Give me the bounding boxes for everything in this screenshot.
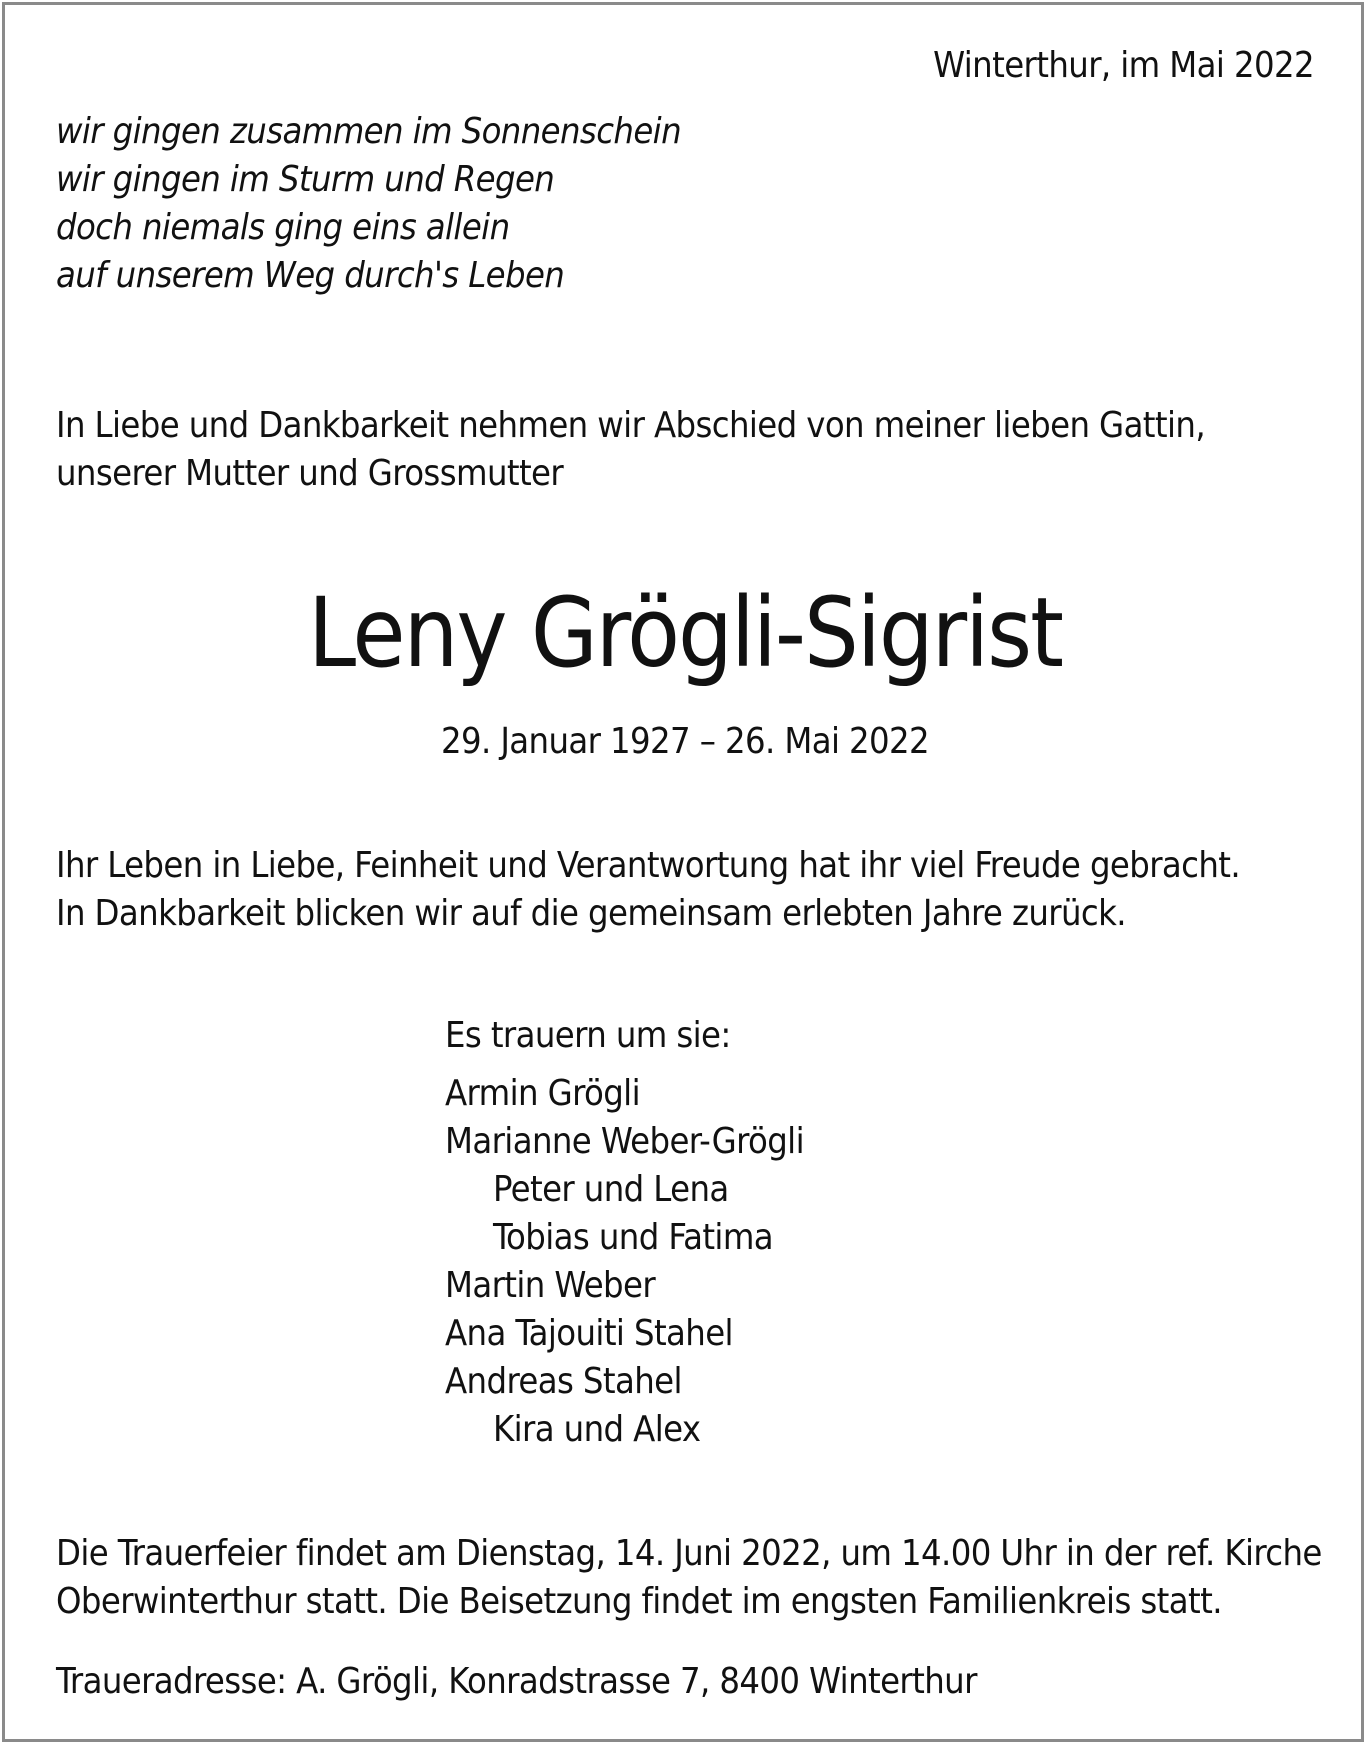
mourners-heading: Es trauern um sie: (445, 1015, 731, 1056)
service-line: Die Trauerfeier findet am Dienstag, 14. Juni 2022, um 14.00 Uhr in der ref. Kirche (56, 1533, 1322, 1574)
service-line: Oberwinterthur statt. Die Beisetzung findet im engsten Familienkreis statt. (56, 1581, 1222, 1622)
intro-line: In Liebe und Dankbarkeit nehmen wir Abschied von meiner lieben Gattin, (56, 405, 1206, 446)
life-line: In Dankbarkeit blicken wir auf die gemeinsam erlebten Jahre zurück. (56, 893, 1126, 934)
mourner-name: Martin Weber (445, 1265, 656, 1306)
mourner-name: Marianne Weber-Grögli (445, 1121, 804, 1162)
poem-line: wir gingen im Sturm und Regen (56, 159, 555, 200)
life-line: Ihr Leben in Liebe, Feinheit und Verantwortung hat ihr viel Freude gebracht. (56, 845, 1241, 886)
poem-line: wir gingen zusammen im Sonnenschein (56, 111, 682, 152)
mourner-name: Kira und Alex (493, 1409, 701, 1450)
mourning-address: Traueradresse: A. Grögli, Konradstrasse 7, 8400 Winterthur (56, 1661, 977, 1702)
place-date: Winterthur, im Mai 2022 (933, 45, 1314, 86)
mourner-name: Armin Grögli (445, 1073, 640, 1114)
mourners-list (445, 1012, 804, 1454)
life-dates: 29. Januar 1927 – 26. Mai 2022 (440, 721, 930, 762)
intro-line: unserer Mutter und Grossmutter (56, 453, 564, 494)
service-paragraph (56, 1530, 1322, 1626)
deceased-name: Leny Grögli-Sigrist (308, 577, 1062, 689)
mourner-name: Andreas Stahel (445, 1361, 682, 1402)
poem-line: auf unserem Weg durch's Leben (56, 255, 565, 296)
mourner-name: Tobias und Fatima (493, 1217, 774, 1258)
intro-paragraph (56, 402, 1205, 498)
poem (56, 108, 681, 300)
poem-line: doch niemals ging eins allein (56, 207, 510, 248)
mourner-name: Peter und Lena (493, 1169, 729, 1210)
mourner-name: Ana Tajouiti Stahel (445, 1313, 733, 1354)
life-paragraph (56, 842, 1240, 938)
